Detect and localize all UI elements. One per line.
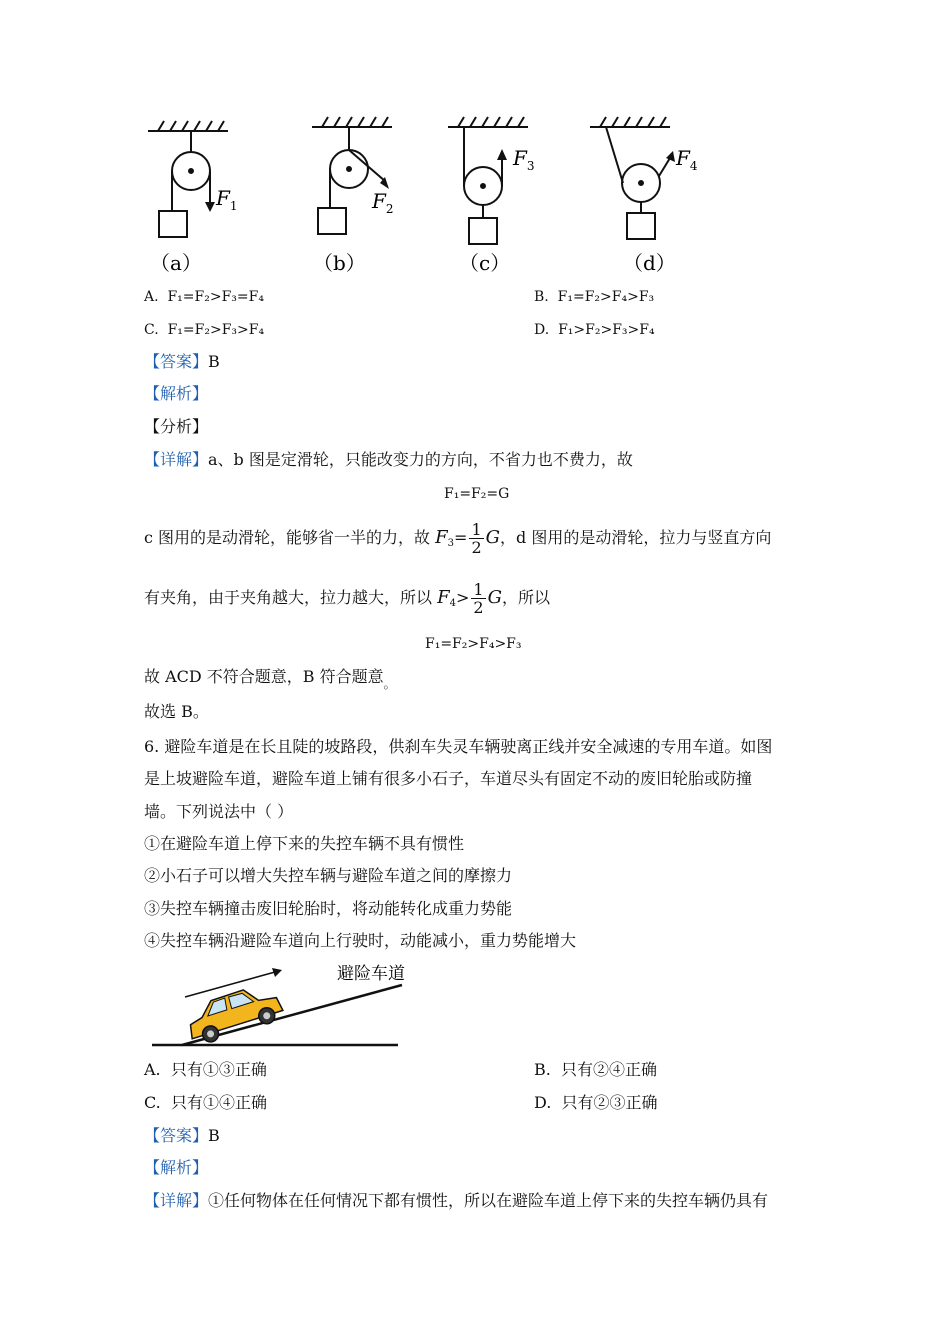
caption-a: （a） (150, 251, 202, 275)
force-label-b: $F_2$ (372, 189, 394, 216)
q6-stem-2: 是上坡避险车道，避险车道上铺有很多小石子，车道尽头有固定不动的废旧轮胎或防撞 (144, 769, 753, 788)
force-label-c: $F_3$ (513, 146, 535, 173)
q6-statement-2: ②小石子可以增大失控车辆与避险车道之间的摩擦力 (144, 866, 513, 885)
q6-jiexi-tag: 【解析】 (144, 1158, 209, 1177)
q5-line-c: c 图用的是动滑轮，能够省一半的力，故 $F_3=$ $\frac{1}{2}$ G，d 图用的是动滑轮，拉力与竖直方向 (144, 520, 772, 557)
q6-option-d: D. 只有②③正确 (534, 1093, 658, 1112)
q5-option-c: C. F₁=F₂>F₃>F₄ (144, 322, 265, 338)
formula-f3: $F_3$ (435, 527, 455, 549)
q6-answer: 【答案】B (144, 1126, 220, 1145)
q5-option-b: B. F₁=F₂>F₄>F₃ (534, 289, 655, 305)
pulley-a (148, 121, 228, 237)
q5-fenxi-tag: 【分析】 (144, 417, 209, 436)
q5-answer: 【答案】B (144, 352, 220, 371)
q5-option-a: A. F₁=F₂>F₃=F₄ (144, 289, 264, 305)
q5-detail: 【详解】a、b 图是定滑轮，只能改变力的方向，不省力也不费力，故 (144, 450, 633, 469)
q6-stem-3: 墙。下列说法中（ ） (144, 802, 294, 821)
q5-final-choice: 故选 B。 (144, 702, 209, 721)
q6-option-a: A. 只有①③正确 (144, 1060, 267, 1079)
caption-c: （c） (459, 251, 511, 275)
car-icon (183, 981, 286, 1046)
caption-b: （b） (313, 251, 366, 275)
q6-option-c: C. 只有①④正确 (144, 1093, 267, 1112)
q5-equation-1: F₁=F₂=G (444, 486, 510, 502)
q5-equation-2: F₁=F₂>F₄>F₃ (425, 636, 522, 652)
q6-statement-1: ①在避险车道上停下来的失控车辆不具有惯性 (144, 834, 465, 853)
q6-statement-4: ④失控车辆沿避险车道向上行驶时，动能减小，重力势能增大 (144, 931, 577, 950)
q5-option-d: D. F₁>F₂>F₃>F₄ (534, 322, 655, 338)
pulley-d (590, 117, 670, 239)
caption-d: （d） (623, 251, 676, 275)
pulley-c (448, 117, 528, 244)
q5-conclusion: 故 ACD 不符合题意，B 符合题意$_。$ (144, 667, 396, 691)
q6-option-b: B. 只有②④正确 (534, 1060, 658, 1079)
q6-detail: 【详解】①任何物体在任何情况下都有惯性，所以在避险车道上停下来的失控车辆仍具有 (144, 1191, 769, 1210)
pulley-b (312, 117, 392, 234)
formula-f4: $F_4$ (437, 587, 456, 609)
fraction-half: $\frac{1}{2}$ (471, 520, 482, 557)
force-label-d: $F_4$ (676, 146, 698, 173)
ramp-label: 避险车道 (337, 964, 405, 984)
pulley-figure (0, 0, 950, 290)
q6-stem-1: 6. 避险车道是在长且陡的坡路段，供刹车失灵车辆驶离正线并安全减速的专用车道。如图 (144, 737, 773, 756)
q5-jiexi-tag: 【解析】 (144, 384, 209, 403)
fraction-half-2: $\frac{1}{2}$ (473, 580, 484, 617)
escape-ramp-figure (0, 955, 950, 1075)
force-label-a: $F_1$ (216, 186, 238, 213)
q5-line-d: 有夹角，由于夹角越大，拉力越大，所以 $F_4>$ $\frac{1}{2}$ G，所以 (144, 580, 550, 617)
q6-statement-3: ③失控车辆撞击废旧轮胎时，将动能转化成重力势能 (144, 899, 513, 918)
